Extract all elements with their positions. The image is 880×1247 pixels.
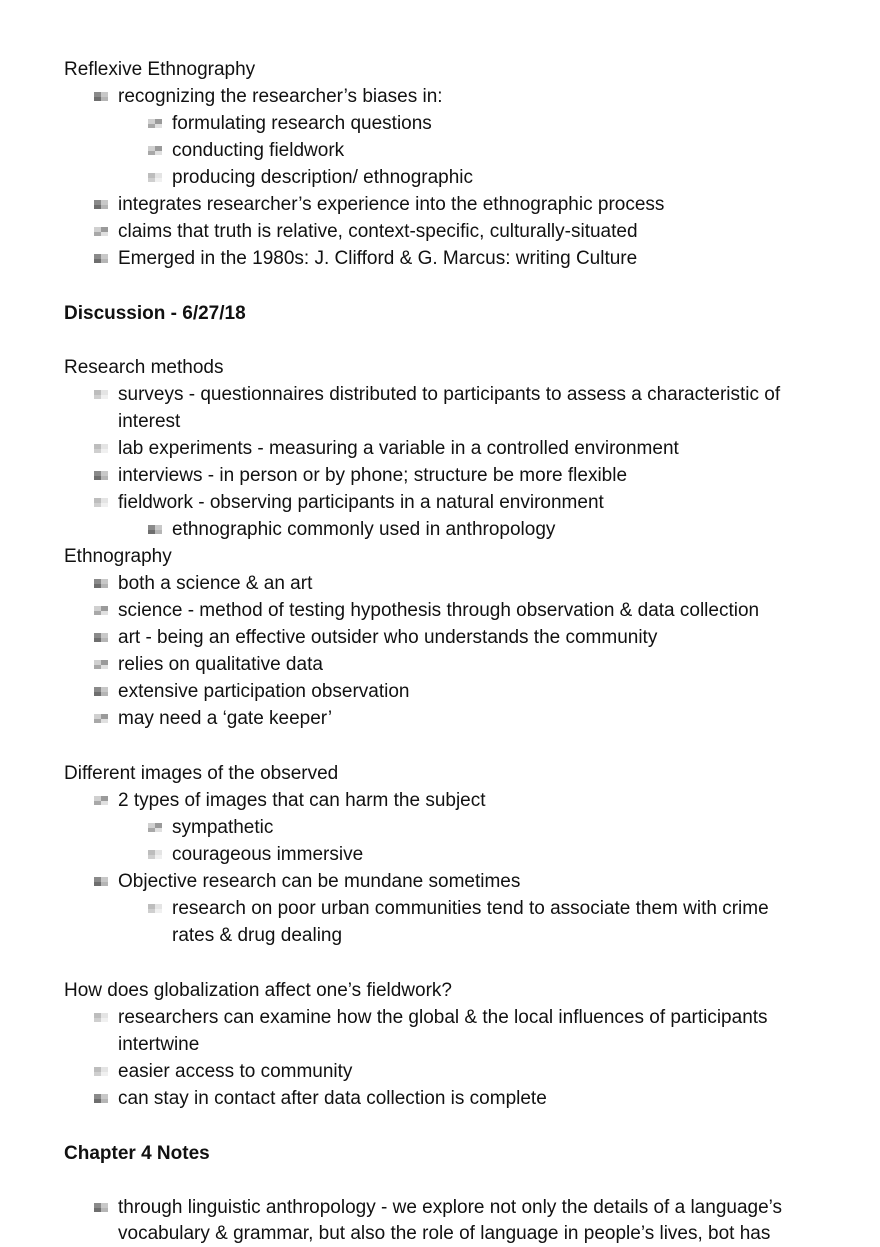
list-item-text: claims that truth is relative, context-specific, culturally-situated bbox=[118, 221, 638, 242]
bullet-icon bbox=[148, 850, 162, 859]
list-item bbox=[118, 624, 657, 651]
list-item bbox=[118, 83, 443, 110]
list-item bbox=[172, 110, 432, 137]
bullet-icon bbox=[94, 714, 108, 723]
list-item bbox=[172, 814, 273, 841]
list-item-text: through linguistic anthropology - we explore not only the details of a language’s bbox=[118, 1197, 783, 1218]
list-item-text: relies on qualitative data bbox=[118, 654, 323, 675]
list-item bbox=[118, 787, 486, 814]
list-item-text: easier access to community bbox=[118, 1061, 353, 1082]
list-item-text: ethnographic commonly used in anthropology bbox=[172, 519, 556, 540]
bullet-icon bbox=[94, 877, 108, 886]
bullet-icon bbox=[148, 146, 162, 155]
bullet-icon bbox=[94, 92, 108, 101]
list-item-text: fieldwork - observing participants in a natural environment bbox=[118, 492, 604, 513]
list-item bbox=[118, 651, 323, 678]
heading-research-methods: Research methods bbox=[64, 357, 224, 378]
list-item bbox=[118, 489, 604, 516]
list-item bbox=[118, 1058, 352, 1085]
list-item bbox=[118, 191, 664, 218]
list-item-text: integrates researcher’s experience into the ethnographic process bbox=[118, 194, 665, 215]
heading-chapter-4-notes: Chapter 4 Notes bbox=[64, 1143, 210, 1164]
list-item-text: interviews - in person or by phone; structure be more flexible bbox=[118, 465, 628, 486]
bullet-icon bbox=[94, 1013, 108, 1022]
list-item bbox=[172, 137, 344, 164]
heading-globalization: How does globalization affect one’s fieldwork? bbox=[64, 980, 452, 1001]
bullet-icon bbox=[94, 227, 108, 236]
list-item-text: can stay in contact after data collection is complete bbox=[118, 1088, 547, 1109]
list-item-continuation: interest bbox=[118, 411, 181, 432]
list-item-text: formulating research questions bbox=[172, 113, 432, 134]
bullet-icon bbox=[94, 660, 108, 669]
bullet-icon bbox=[94, 579, 108, 588]
list-item-text: producing description/ ethnographic bbox=[172, 167, 474, 188]
heading-different-images: Different images of the observed bbox=[64, 763, 339, 784]
bullet-icon bbox=[148, 525, 162, 534]
list-item bbox=[118, 245, 637, 272]
heading-reflexive-ethnography: Reflexive Ethnography bbox=[64, 59, 256, 80]
list-item bbox=[118, 705, 332, 732]
heading-ethnography: Ethnography bbox=[64, 546, 172, 567]
list-item-text: Objective research can be mundane sometimes bbox=[118, 871, 521, 892]
bullet-icon bbox=[94, 390, 108, 399]
bullet-icon bbox=[94, 1094, 108, 1103]
list-item-text: Emerged in the 1980s: J. Clifford & G. Marcus: writing Culture bbox=[118, 248, 638, 269]
list-item bbox=[118, 218, 638, 245]
list-item bbox=[118, 570, 312, 597]
list-item bbox=[172, 164, 473, 191]
list-item bbox=[118, 1004, 768, 1031]
list-item-continuation: vocabulary & grammar, but also the role of language in people’s lives, bot has bbox=[118, 1223, 771, 1244]
bullet-icon bbox=[94, 254, 108, 263]
list-item bbox=[118, 1194, 782, 1221]
list-item bbox=[118, 678, 410, 705]
list-item-continuation: intertwine bbox=[118, 1034, 200, 1055]
list-item-text: may need a ‘gate keeper’ bbox=[118, 708, 333, 729]
bullet-icon bbox=[94, 444, 108, 453]
bullet-icon bbox=[148, 904, 162, 913]
bullet-icon bbox=[148, 823, 162, 832]
list-item-text: recognizing the researcher’s biases in: bbox=[118, 86, 443, 107]
list-item-text: art - being an effective outsider who understands the community bbox=[118, 627, 658, 648]
list-item bbox=[172, 516, 555, 543]
list-item-text: researchers can examine how the global & the local influences of participants bbox=[118, 1007, 768, 1028]
bullet-icon bbox=[94, 796, 108, 805]
heading-discussion: Discussion - 6/27/18 bbox=[64, 303, 246, 324]
list-item bbox=[118, 435, 679, 462]
list-item bbox=[118, 868, 520, 895]
list-item bbox=[172, 841, 363, 868]
list-item bbox=[118, 381, 780, 408]
bullet-icon bbox=[94, 1067, 108, 1076]
bullet-icon bbox=[94, 1203, 108, 1212]
list-item-text: science - method of testing hypothesis through observation & data collection bbox=[118, 600, 760, 621]
bullet-icon bbox=[94, 633, 108, 642]
list-item bbox=[172, 895, 769, 922]
list-item-continuation: rates & drug dealing bbox=[172, 925, 343, 946]
list-item-text: both a science & an art bbox=[118, 573, 313, 594]
bullet-icon bbox=[148, 173, 162, 182]
list-item-text: 2 types of images that can harm the subject bbox=[118, 790, 486, 811]
list-item bbox=[118, 462, 627, 489]
list-item-text: surveys - questionnaires distributed to participants to assess a characteristic of bbox=[118, 384, 781, 405]
list-item-text: sympathetic bbox=[172, 817, 274, 838]
list-item-text: lab experiments - measuring a variable in a controlled environment bbox=[118, 438, 679, 459]
list-item-text: extensive participation observation bbox=[118, 681, 410, 702]
list-item-text: conducting fieldwork bbox=[172, 140, 345, 161]
bullet-icon bbox=[94, 687, 108, 696]
list-item-text: courageous immersive bbox=[172, 844, 364, 865]
list-item-text: research on poor urban communities tend to associate them with crime bbox=[172, 898, 769, 919]
bullet-icon bbox=[94, 471, 108, 480]
bullet-icon bbox=[94, 498, 108, 507]
list-item bbox=[118, 597, 759, 624]
list-item bbox=[118, 1085, 547, 1112]
bullet-icon bbox=[94, 200, 108, 209]
bullet-icon bbox=[94, 606, 108, 615]
bullet-icon bbox=[148, 119, 162, 128]
